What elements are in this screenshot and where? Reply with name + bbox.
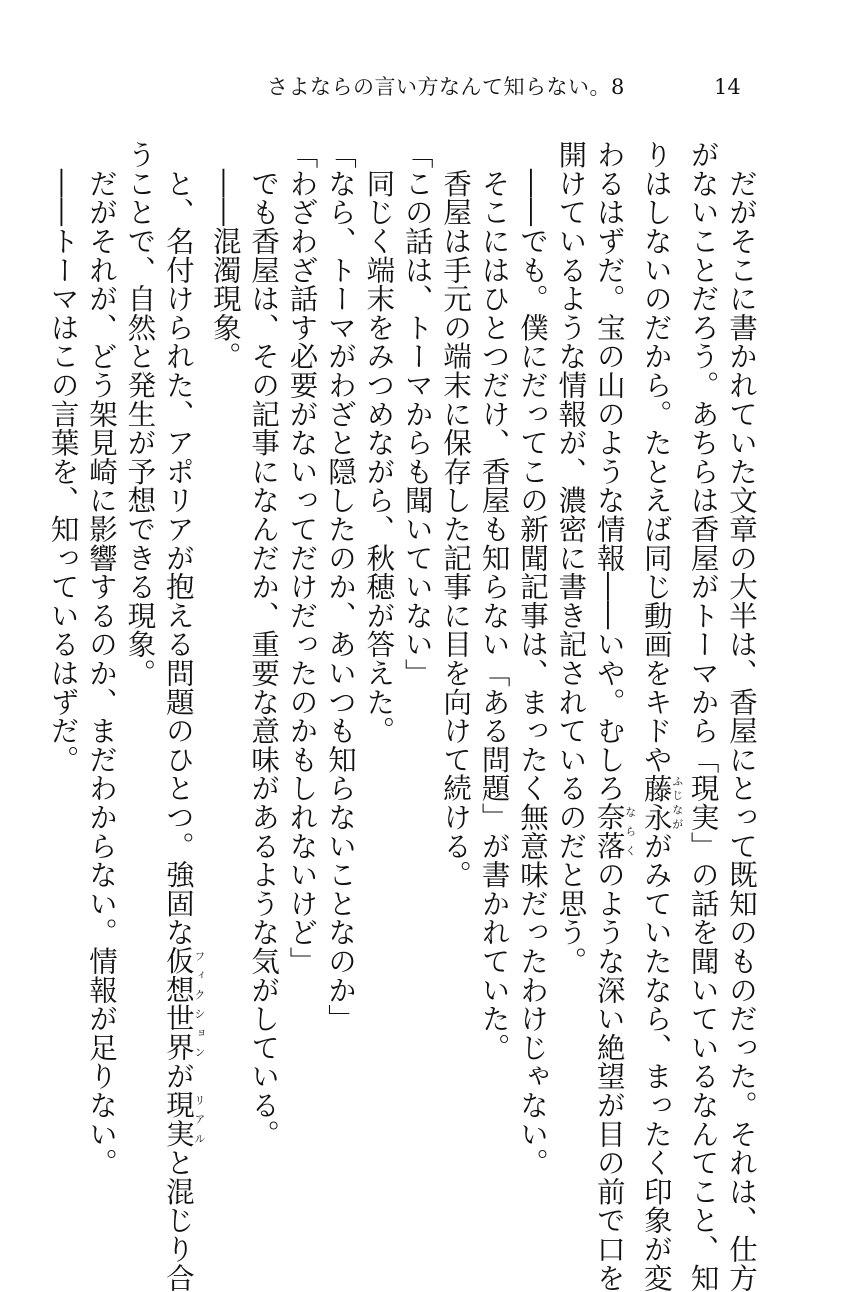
dialogue-line: 「なら、トーマがわざと隠したのか、あいつも知らないことなのか」 xyxy=(323,140,357,1033)
novel-body-text xyxy=(46,140,760,1292)
running-header xyxy=(0,70,841,104)
dialogue-line: 「この話は、トーマからも聞いていない」 xyxy=(400,140,434,688)
text-line: だがそれが、どう架見崎に影響するのか、まだわからない。情報が足りない。 xyxy=(85,140,118,1177)
furigana-naraku: 奈落ならく xyxy=(592,802,637,861)
text-line: そこにはひとつだけ、香屋も知らない「ある問題」が書かれていた。 xyxy=(477,140,511,1062)
text-line: りはしないのだから。たとえば同じ動画をキドや藤永ふじなががみていたなら、まったく印象が変 xyxy=(639,140,684,1292)
text-line: 同じく端末をみつめながら、秋穂が答えた。 xyxy=(362,140,396,745)
text-line: ――混濁現象。 xyxy=(208,140,242,371)
text-line: わるはずだ。宝の山のような情報――いや。むしろ奈落ならくのような深い絶望が目の前で口を xyxy=(592,140,637,1292)
dialogue-line: 「わざわざ話す必要がないってだけだったのかもしれないけど」 xyxy=(285,140,319,976)
furigana-fiction: 仮想世界フィクション xyxy=(161,946,206,1062)
text-line: でも香屋は、その記事になんだか、重要な意味があるような気がしている。 xyxy=(247,140,281,1148)
furigana-fujinaga: 藤永ふじなが xyxy=(639,773,684,832)
furigana-real: 現実リアル xyxy=(161,1090,206,1149)
text-line: ――トーマはこの言葉を、知っているはずだ。 xyxy=(46,140,80,774)
page-number: 14 xyxy=(714,75,741,99)
text-line: 香屋は手元の端末に保存した記事に目を向けて続ける。 xyxy=(439,140,473,889)
text-line: 開けているような情報が、濃密に書き記されているのだと思う。 xyxy=(554,140,588,976)
running-title: さよならの言い方なんて知らない。8 xyxy=(267,75,625,99)
text-line: がないことだろう。あちらは香屋がトーマから「現実」の話を聞いているなんてこと、知 xyxy=(686,140,720,1292)
text-line: ――でも。僕にだってこの新聞記事は、まったく無意味だったわけじゃない。 xyxy=(515,140,549,1177)
text-line: うことで、自然と発生が予想できる現象。 xyxy=(123,140,157,688)
text-line: だがそこに書かれていた文章の大半は、香屋にとって既知のものだった。それは、仕方 xyxy=(725,140,758,1292)
text-line: と、名付けられた、アポリアが抱える問題のひとつ。強固な仮想世界フィクションが現実リアルと混じり合 xyxy=(161,140,206,1292)
